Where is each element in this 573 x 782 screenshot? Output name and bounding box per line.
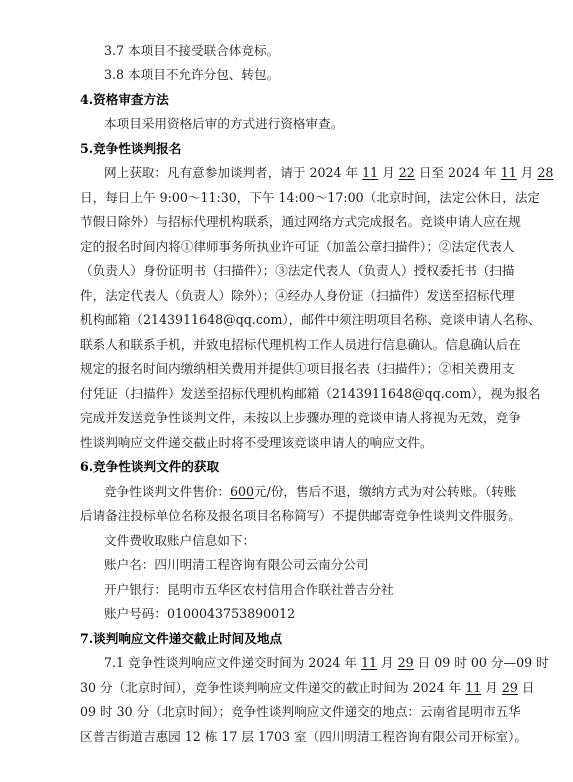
underlined-day: 22 <box>398 165 415 180</box>
account-number-row <box>104 606 524 622</box>
account-name-row <box>104 557 524 573</box>
text-segment: 日至 2024 年 <box>414 165 501 180</box>
document-price: 600 <box>229 484 254 499</box>
section-6-heading: 6.竞争性谈判文件的获取 <box>80 459 220 474</box>
section-5-line-9: 规定的报名时间内缴纳相关费用并提供①项目报名表（扫描件）；②相关费用支 <box>80 361 515 376</box>
text-segment: 元/份，售后不退，缴纳方式为对公转账。（转账 <box>253 484 517 499</box>
text-segment: 网上获取：凡有意参加谈判者，请于 2024 年 <box>104 165 363 180</box>
text-segment: 月 <box>516 165 538 180</box>
text-segment: 月 <box>377 655 398 670</box>
item-3-8: 3.8 本项目不允许分包、转包。 <box>104 67 280 82</box>
section-5-line-7: 机构邮箱（2143911648@qq.com），邮件中须注明项目名称、竞谈申请人名称、 <box>80 312 541 327</box>
section-5-line-3: 节假日除外）与招标代理机构联系，通过网络方式完成报名。竞谈申请人应在规 <box>80 214 521 229</box>
account-name: 四川明清工程咨询有限公司云南分公司 <box>154 557 369 572</box>
text-segment: 30 分（北京时间），竞争性谈判响应文件递交的截止时间为 2024 年 <box>80 680 466 695</box>
account-intro: 文件费收取账户信息如下： <box>104 533 256 548</box>
text-segment: 月 <box>481 680 502 695</box>
account-name-label: 账户名： <box>104 557 155 572</box>
text-segment: 日 09 时 00 分—09 时 <box>413 655 549 670</box>
section-6-line-1 <box>104 484 524 500</box>
underlined-day: 29 <box>397 655 414 670</box>
text-segment: 月 <box>378 165 399 180</box>
section-5-line-12: 性谈判响应文件递交截止时将不受理该竞谈申请人的响应文件。 <box>80 435 433 450</box>
text-segment: 7.1 竞争性谈判响应文件递交时间为 2024 年 <box>104 655 361 670</box>
section-5-line-2: 日，每日上午 9:00～11:30，下午 14:00～17:00（北京时间，法定公休日，法定 <box>80 190 541 205</box>
bank-name: 昆明市五华区农村信用合作联社普吉分社 <box>166 582 394 597</box>
section-5-line-1 <box>104 165 554 181</box>
bank-row <box>104 582 524 598</box>
item-3-7: 3.7 本项目不接受联合体竞标。 <box>104 43 280 58</box>
account-number-label: 账户号码： <box>104 606 167 621</box>
section-5-line-6: 件，法定代表人（负责人）除外）；④经办人身份证（扫描件）发送至招标代理 <box>80 288 515 303</box>
underlined-month: 11 <box>362 165 379 180</box>
underlined-month: 11 <box>465 680 482 695</box>
section-7-heading: 7.谈判响应文件递交截止时间及地点 <box>80 631 283 646</box>
underlined-month: 11 <box>500 165 517 180</box>
section-4-text: 本项目采用资格后审的方式进行资格审查。 <box>104 116 344 131</box>
section-7-line-2 <box>80 680 535 696</box>
text-segment: 竞争性谈判文件售价： <box>104 484 230 499</box>
section-7-line-1 <box>104 655 549 671</box>
section-4-heading: 4.资格审查方法 <box>80 92 169 107</box>
underlined-month: 11 <box>361 655 378 670</box>
section-7-line-3: 09 时 30 分（北京时间）；竞争性谈判响应文件递交的地点：云南省昆明市五华 <box>80 704 521 719</box>
bank-label: 开户银行： <box>104 582 167 597</box>
section-5-line-10: 付凭证（扫描件）发送至招标代理机构邮箱（2143911648@qq.com），视为报名 <box>80 386 541 401</box>
section-6-line-2: 后请备注投标单位名称及报名项目名称简写）不提供邮寄竞争性谈判文件服务。 <box>80 508 521 523</box>
underlined-day: 29 <box>501 680 518 695</box>
text-segment: 日 <box>517 680 535 695</box>
section-5-line-8: 联系人和联系手机，并致电招标代理机构工作人员进行信息确认。信息确认后在 <box>80 337 521 352</box>
account-number: 0100043753890012 <box>166 606 296 621</box>
section-5-line-5: （负责人）身份证明书（扫描件）；③法定代表人（负责人）授权委托书（扫描 <box>80 263 515 278</box>
section-5-line-11: 完成并发送竞争性谈判文件，未按以上步骤办理的竞谈申请人将视为无效，竞争 <box>80 410 521 425</box>
section-7-line-4: 区普吉街道吉惠园 12 栋 17 层 1703 室（四川明清工程咨询有限公司开标室）。 <box>80 729 528 744</box>
section-5-line-4: 定的报名时间内将①律师事务所执业许可证（加盖公章扫描件）；②法定代表人 <box>80 239 515 254</box>
underlined-day: 28 <box>537 165 554 180</box>
section-5-heading: 5.竞争性谈判报名 <box>80 141 182 156</box>
